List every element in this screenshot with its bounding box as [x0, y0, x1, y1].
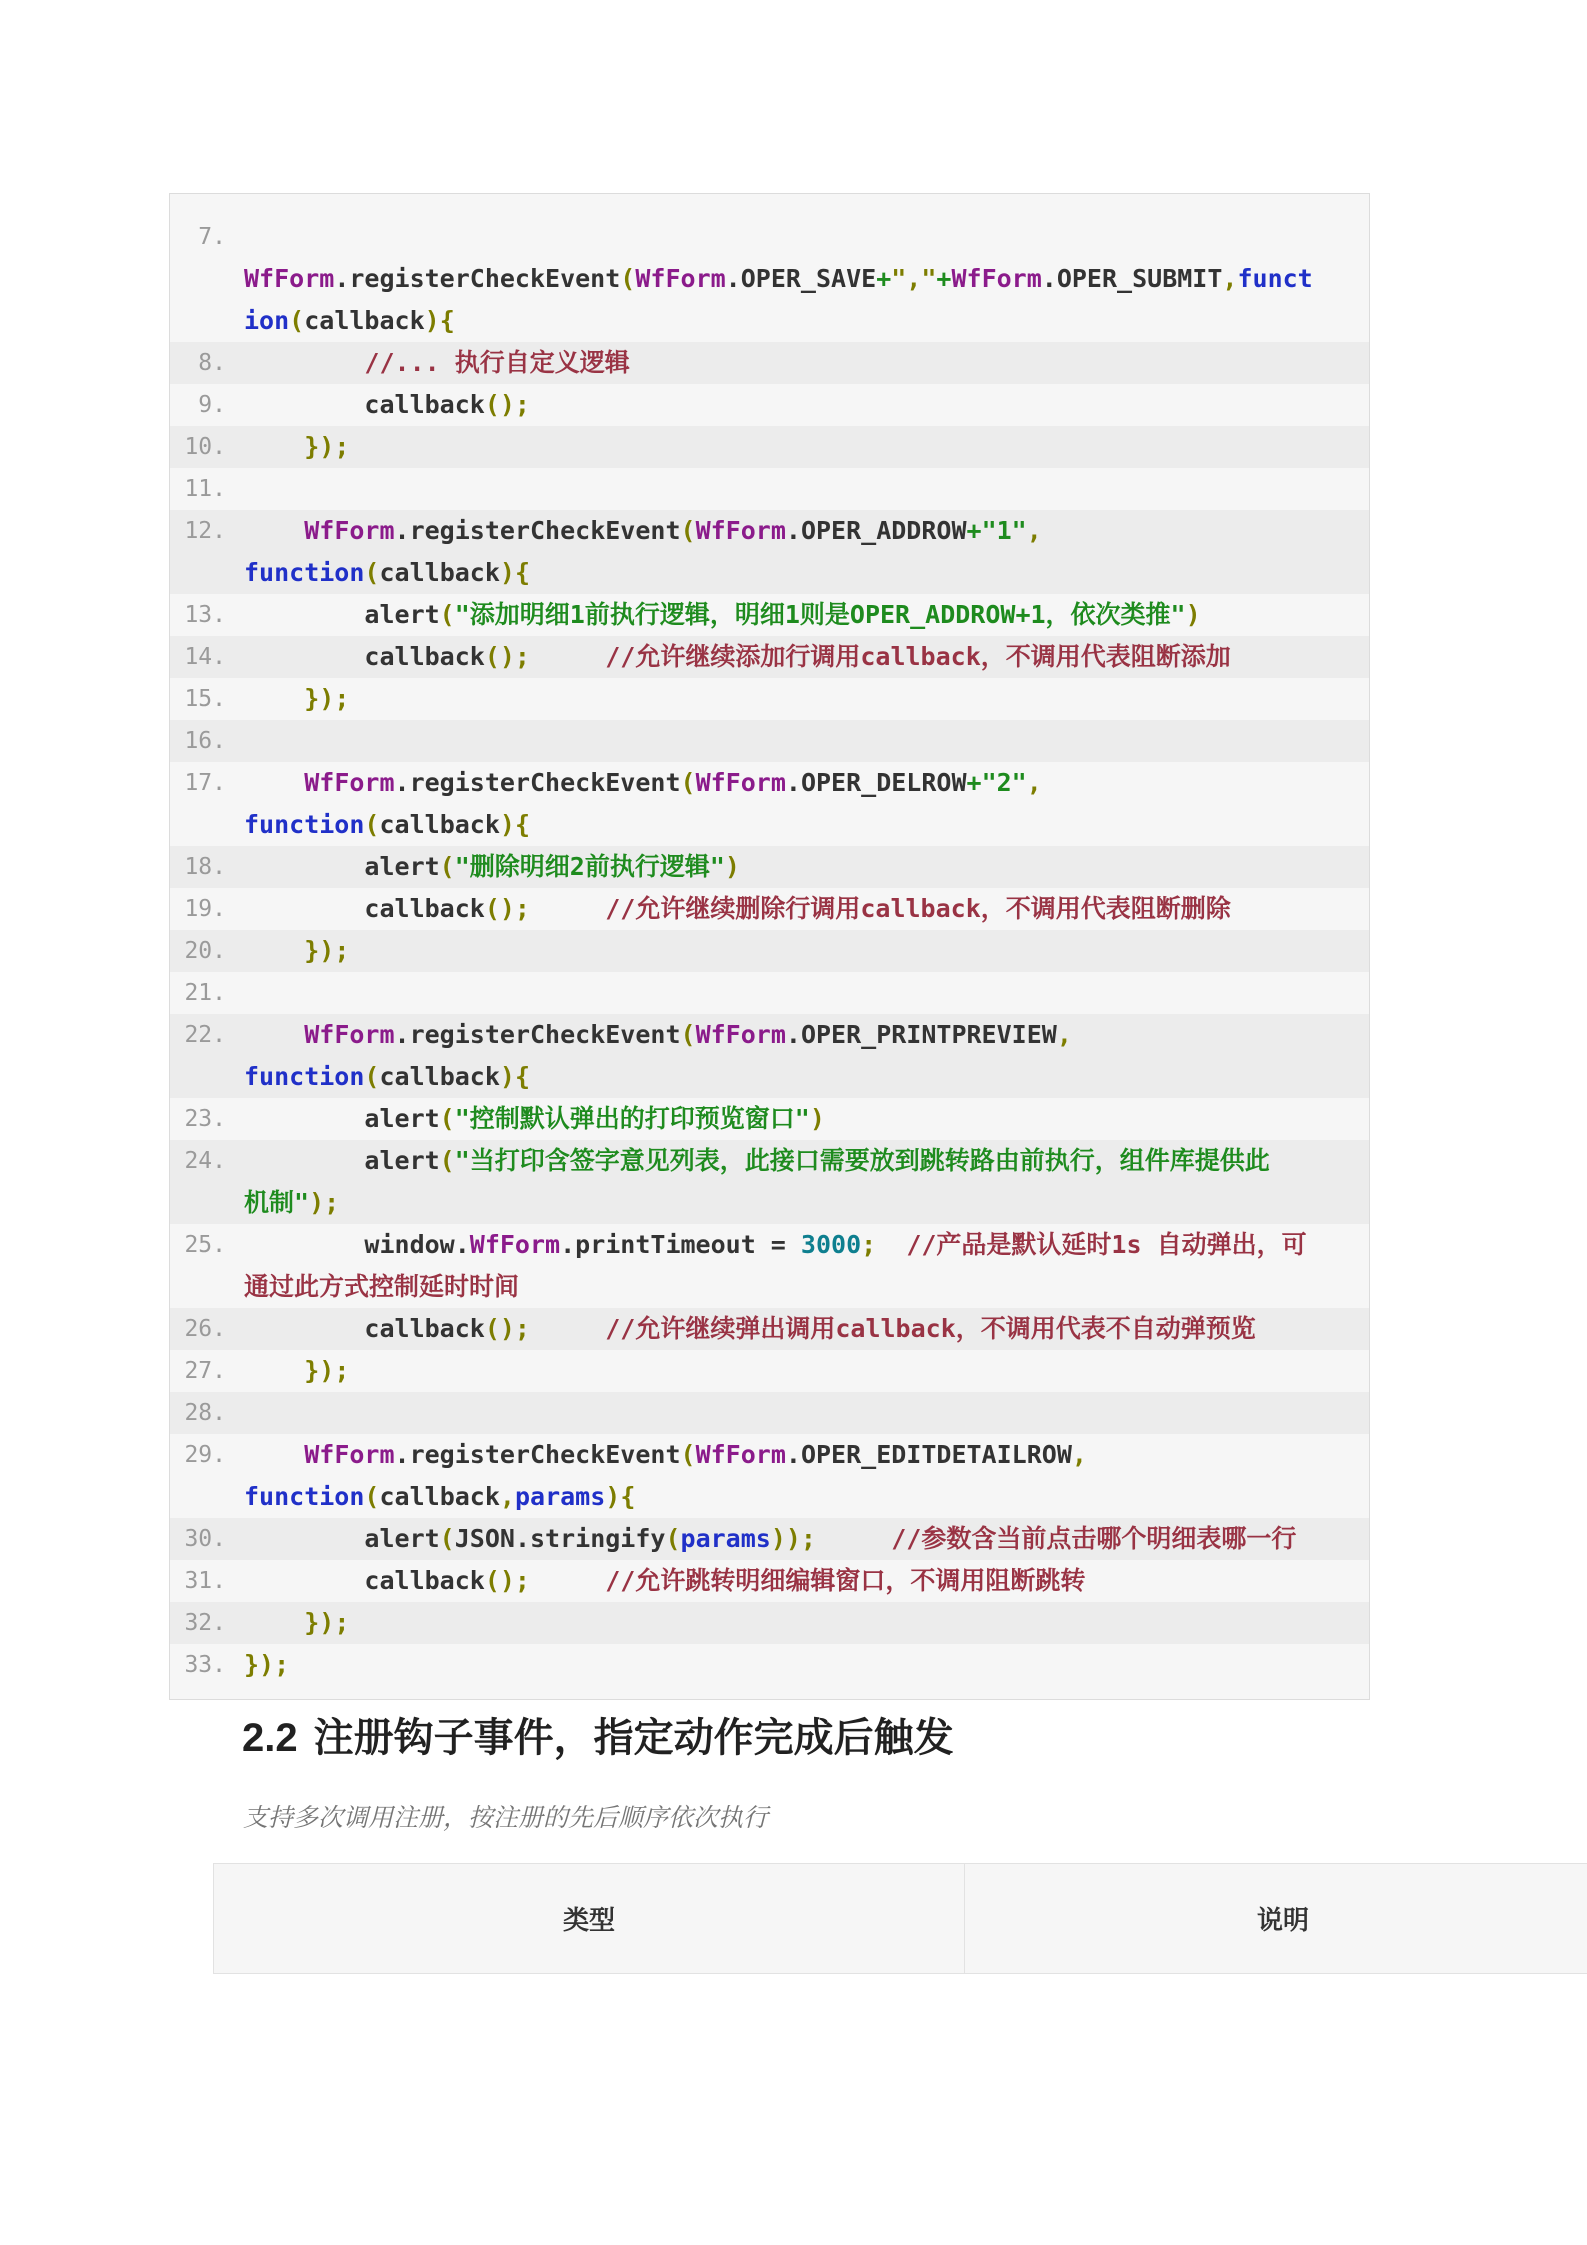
- code-text-row: WfForm.registerCheckEvent(WfForm.OPER_SAVE+","+WfForm.OPER_SUBMIT,funct: [244, 264, 1313, 293]
- code-text-row: });: [304, 432, 350, 461]
- code-line: [170, 510, 1369, 594]
- line-number: 27.: [184, 1358, 226, 1384]
- line-number: 12.: [184, 518, 226, 544]
- code-line: [170, 468, 1369, 510]
- line-number: 25.: [184, 1232, 226, 1258]
- code-text-row: function(callback){: [244, 1062, 531, 1091]
- code-line: [170, 384, 1369, 426]
- table-header-desc: 说明: [965, 1864, 1587, 1974]
- table-header-type: 类型: [214, 1864, 965, 1974]
- line-number: 19.: [184, 896, 226, 922]
- line-number: 15.: [184, 686, 226, 712]
- section-heading: [242, 1706, 954, 1763]
- code-line: [170, 594, 1369, 636]
- code-text-row: [244, 468, 1369, 510]
- code-text-row: callback(); //允许继续删除行调用callback，不调用代表阻断删除: [244, 894, 1231, 923]
- line-number: 11.: [184, 476, 226, 502]
- code-text-row: });: [244, 1650, 290, 1679]
- code-text-row: WfForm.registerCheckEvent(WfForm.OPER_EDITDETAILROW,: [304, 1440, 1087, 1469]
- code-line: [170, 1560, 1369, 1602]
- code-text-row: WfForm.registerCheckEvent(WfForm.OPER_ADDROW+"1",: [304, 516, 1042, 545]
- code-text-row: //... 执行自定义逻辑: [364, 348, 630, 377]
- code-line: [170, 1140, 1369, 1224]
- hook-events-table: [213, 1863, 1587, 1974]
- code-text-row: alert("当打印含签字意见列表，此接口需要放到跳转路由前执行，组件库提供此: [244, 1146, 1270, 1175]
- code-line: [170, 1308, 1369, 1350]
- section-title: 注册钩子事件，指定动作完成后触发: [313, 1716, 954, 1760]
- code-text-row: WfForm.registerCheckEvent(WfForm.OPER_DELROW+"2",: [304, 768, 1042, 797]
- code-line: [170, 1518, 1369, 1560]
- code-text-row: callback();: [244, 390, 530, 419]
- code-line: [170, 930, 1369, 972]
- line-number: 7.: [198, 224, 226, 250]
- line-number: 14.: [184, 644, 226, 670]
- line-number: 21.: [184, 980, 226, 1006]
- code-block: [169, 193, 1370, 1700]
- code-text-row: [244, 972, 1369, 1014]
- section-number: 2.2: [242, 1716, 298, 1760]
- line-number: 17.: [184, 770, 226, 796]
- line-number: 10.: [184, 434, 226, 460]
- code-text-row: function(callback,params){: [244, 1482, 636, 1511]
- line-number: 24.: [184, 1148, 226, 1174]
- code-text-row: callback(); //允许跳转明细编辑窗口，不调用阻断跳转: [244, 1566, 1086, 1595]
- line-number: 29.: [184, 1442, 226, 1468]
- code-text-row: });: [304, 1608, 350, 1637]
- code-line: [170, 1350, 1369, 1392]
- code-text-row: 机制");: [244, 1188, 340, 1217]
- code-text-row: alert(JSON.stringify(params)); //参数含当前点击哪个明细表哪一行: [244, 1524, 1297, 1553]
- code-text-row: alert("控制默认弹出的打印预览窗口"): [244, 1104, 825, 1133]
- code-line: [170, 1224, 1369, 1308]
- line-number: 33.: [184, 1652, 226, 1678]
- code-line: [170, 720, 1369, 762]
- code-text-row: alert("删除明细2前执行逻辑"): [244, 852, 740, 881]
- code-line: [170, 1014, 1369, 1098]
- code-text-row: });: [304, 1356, 350, 1385]
- line-number: 20.: [184, 938, 226, 964]
- section-note: 支持多次调用注册，按注册的先后顺序依次执行: [243, 1804, 769, 1832]
- line-number: 16.: [184, 728, 226, 754]
- code-line: [170, 762, 1369, 846]
- line-number: 18.: [184, 854, 226, 880]
- code-line: [170, 636, 1369, 678]
- code-text-row: [244, 216, 1369, 258]
- code-text-row: function(callback){: [244, 810, 531, 839]
- code-text-row: alert("添加明细1前执行逻辑，明细1则是OPER_ADDROW+1，依次类推"): [244, 600, 1201, 629]
- code-line: [170, 972, 1369, 1014]
- code-text-row: WfForm.registerCheckEvent(WfForm.OPER_PRINTPREVIEW,: [304, 1020, 1072, 1049]
- line-number: 22.: [184, 1022, 226, 1048]
- code-line: [170, 1644, 1369, 1686]
- line-number: 23.: [184, 1106, 226, 1132]
- code-line: [170, 426, 1369, 468]
- code-line: [170, 1392, 1369, 1434]
- code-text-row: callback(); //允许继续弹出调用callback，不调用代表不自动弹预览: [244, 1314, 1256, 1343]
- code-text-row: 通过此方式控制延时时间: [244, 1272, 520, 1301]
- code-line: [170, 342, 1369, 384]
- code-line: [170, 1098, 1369, 1140]
- code-line: [170, 1434, 1369, 1518]
- code-text-row: ion(callback){: [244, 306, 455, 335]
- code-line: [170, 846, 1369, 888]
- line-number: 26.: [184, 1316, 226, 1342]
- line-number: 13.: [184, 602, 226, 628]
- code-text-row: [244, 1392, 1369, 1434]
- line-number: 32.: [184, 1610, 226, 1636]
- line-number: 30.: [184, 1526, 226, 1552]
- code-line: [170, 678, 1369, 720]
- code-text-row: callback(); //允许继续添加行调用callback，不调用代表阻断添加: [244, 642, 1231, 671]
- line-number: 31.: [184, 1568, 226, 1594]
- code-text-row: });: [304, 936, 350, 965]
- code-line: [170, 1602, 1369, 1644]
- table-header-row: [214, 1864, 1587, 1974]
- code-text-row: });: [304, 684, 350, 713]
- line-number: 8.: [198, 350, 226, 376]
- code-text-row: window.WfForm.printTimeout = 3000; //产品是默认延时1s 自动弹出，可: [244, 1230, 1307, 1259]
- code-line: [170, 888, 1369, 930]
- code-line: [170, 216, 1369, 342]
- line-number: 28.: [184, 1400, 226, 1426]
- line-number: 9.: [198, 392, 226, 418]
- code-text-row: [244, 720, 1369, 762]
- code-text-row: function(callback){: [244, 558, 531, 587]
